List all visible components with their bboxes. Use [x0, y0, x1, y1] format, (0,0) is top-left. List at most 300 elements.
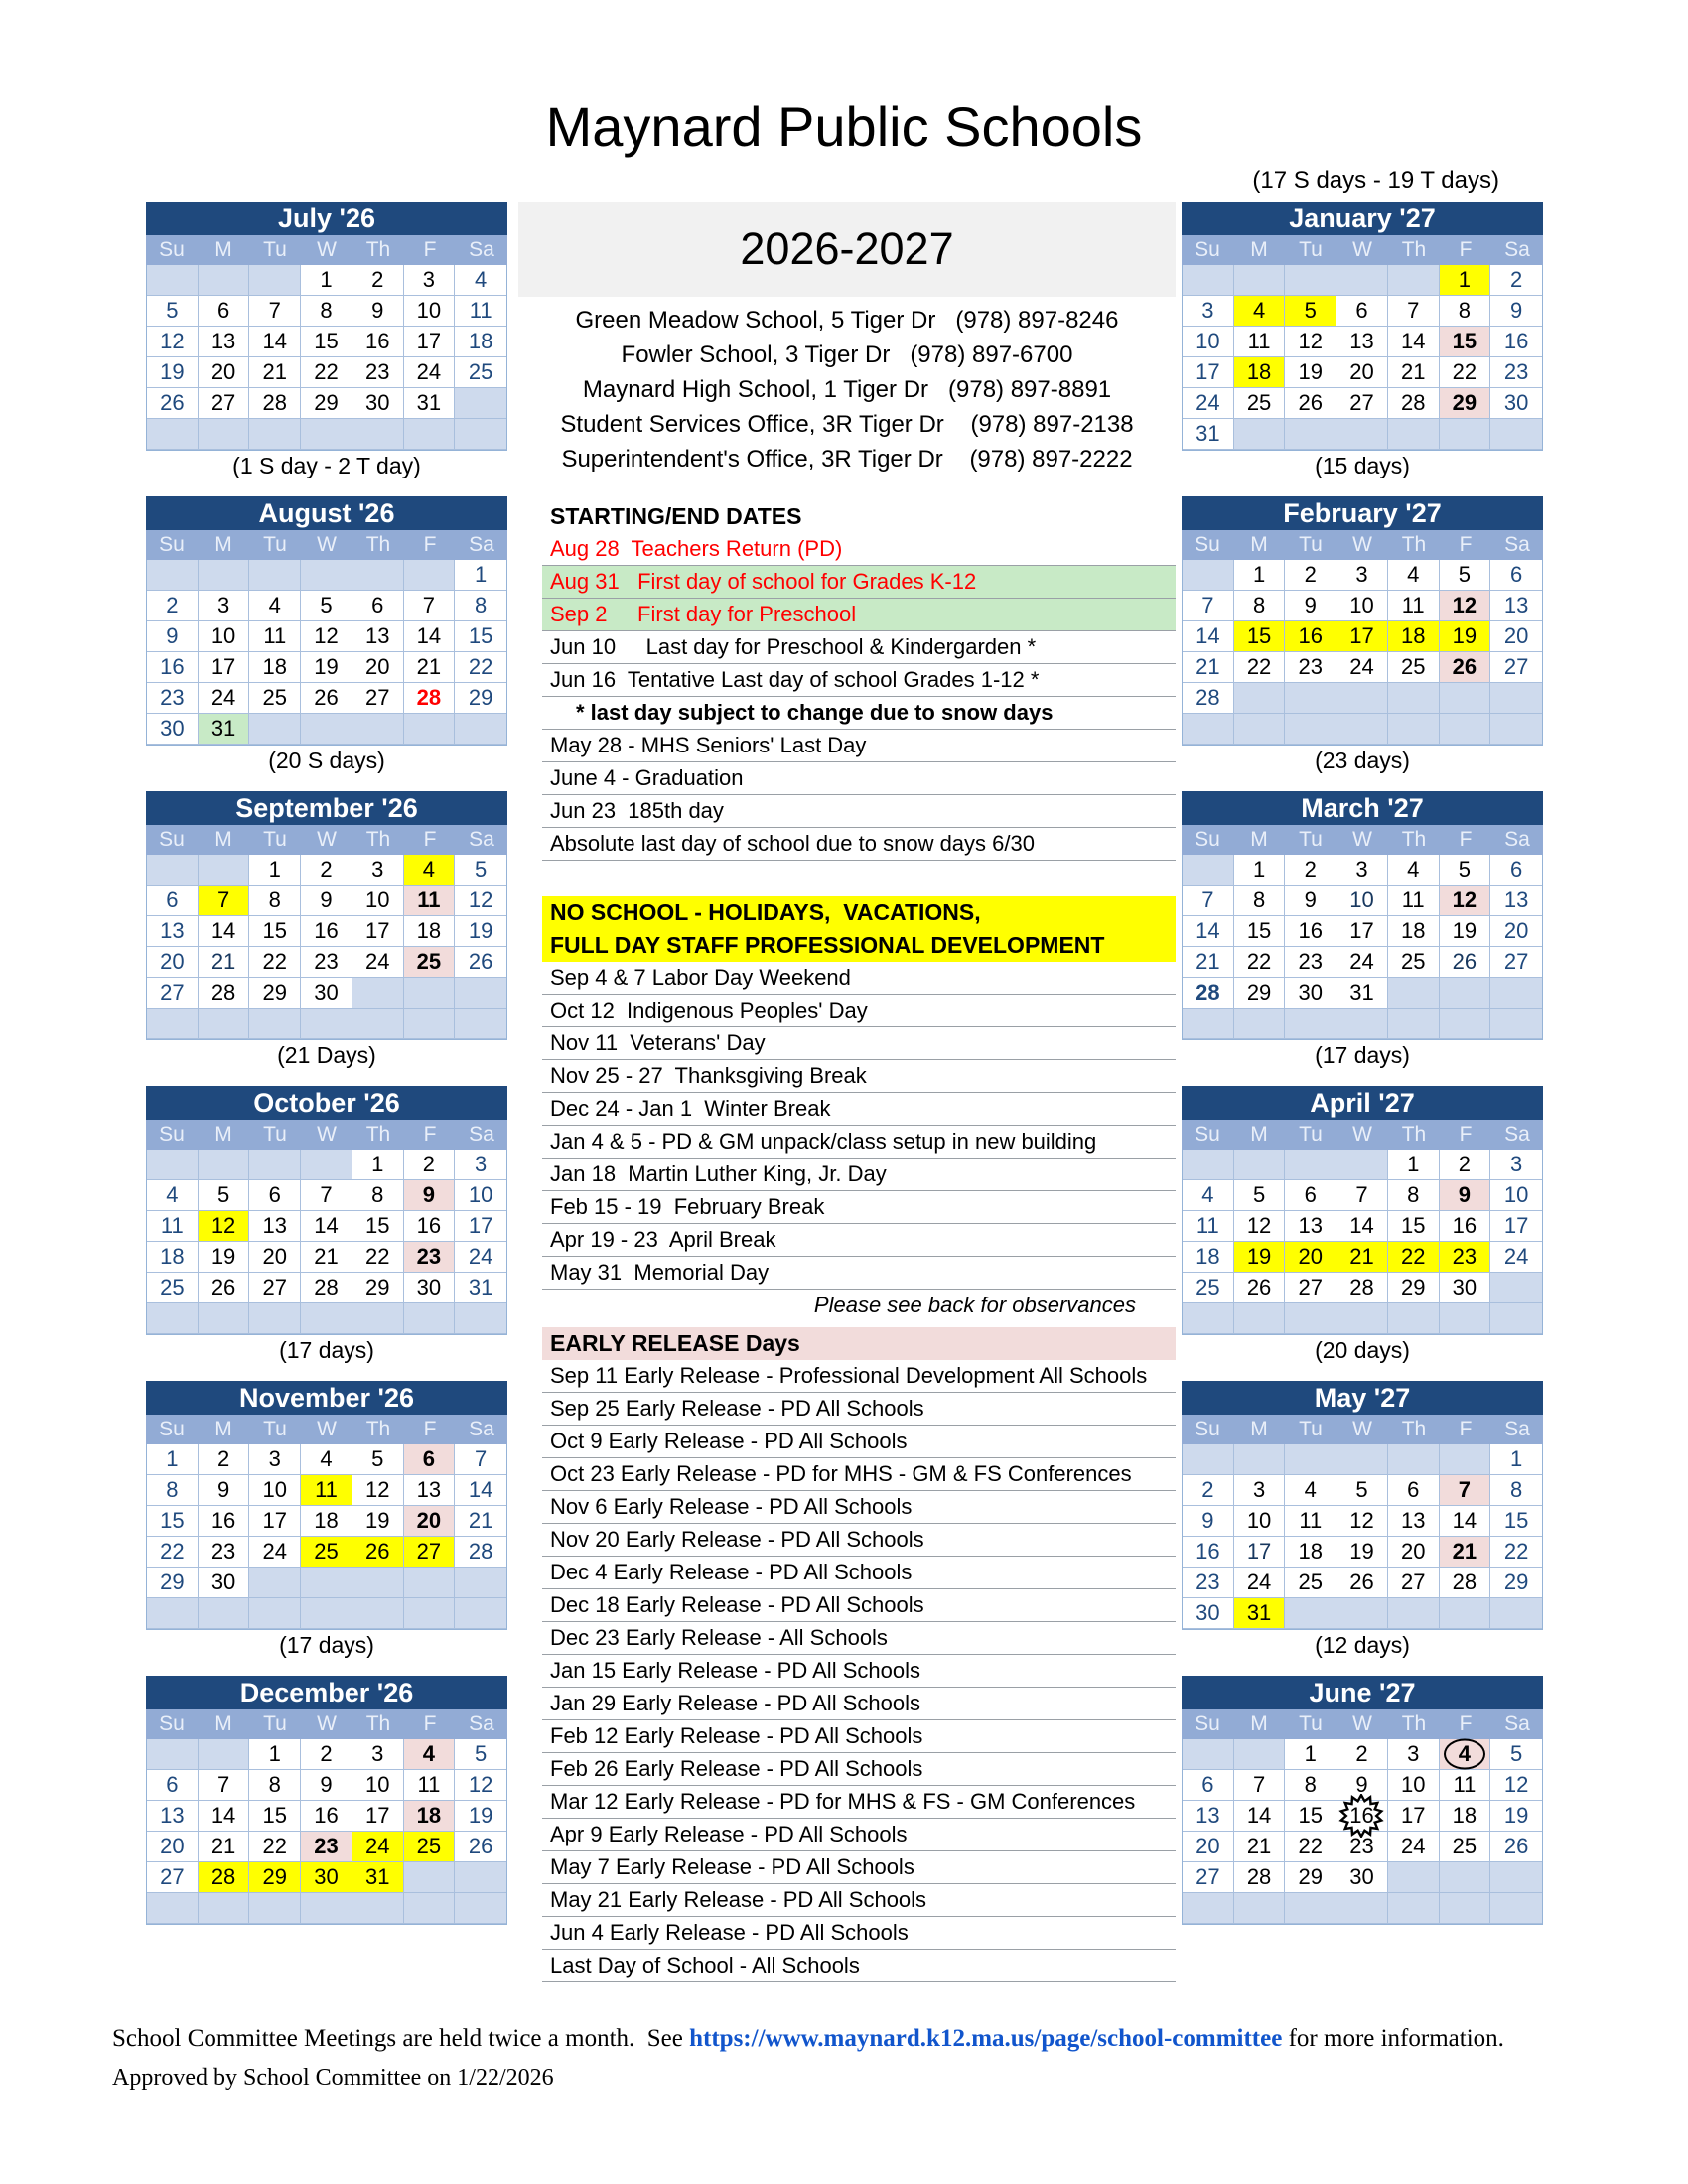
day-cell: 26 [1234, 1273, 1286, 1303]
day-cell: 26 [199, 1273, 250, 1303]
day-cell: 12 [455, 886, 506, 916]
dow-label: W [1352, 1418, 1372, 1440]
dow-label: Tu [263, 1712, 287, 1735]
dow-label: Th [365, 1123, 391, 1146]
month-november-26 [146, 1381, 507, 1630]
month-grid [1182, 855, 1543, 1040]
day-cell: 17 [199, 652, 250, 683]
day-cell: 14 [1440, 1506, 1491, 1537]
day-cell: 20 [1183, 1832, 1234, 1862]
day-cell: 9 [1285, 591, 1336, 621]
day-cell: 6 [147, 1770, 199, 1801]
month-title: April '27 [1182, 1086, 1543, 1120]
day-cell: 17 [352, 1801, 404, 1832]
day-cell: 23 [1440, 1242, 1491, 1273]
observances-note: Please see back for observances [813, 1293, 1136, 1317]
day-cell: 7 [1234, 1770, 1286, 1801]
year-banner: 2026-2027 [518, 202, 1176, 297]
day-cell: 16 [301, 1801, 352, 1832]
day-cell: 16 [147, 652, 199, 683]
day-cell: 4 [404, 1739, 456, 1770]
day-cell: 29 [455, 683, 506, 714]
day-cell: 11 [455, 296, 506, 327]
day-cell: 17 [249, 1506, 301, 1537]
address-line: Green Meadow School, 5 Tiger Dr (978) 897-8246 [575, 307, 1119, 334]
day-cell: 7 [404, 591, 456, 621]
dow-label: Sa [469, 238, 494, 261]
day-cell: 15 [1388, 1211, 1440, 1242]
day-cell: 22 [147, 1537, 199, 1568]
day-cell: 5 [1440, 560, 1491, 591]
day-cell: 30 [301, 1862, 352, 1893]
day-cell [1234, 1303, 1286, 1334]
day-cell [1183, 1150, 1234, 1180]
day-cell: 20 [1285, 1242, 1336, 1273]
day-cell: 27 [199, 388, 250, 419]
day-cell: 30 [1336, 1862, 1388, 1893]
day-cell: 30 [147, 714, 199, 745]
day-cell: 10 [199, 621, 250, 652]
day-cell: 14 [1336, 1211, 1388, 1242]
day-cell: 1 [249, 855, 301, 886]
early-release-row: Jan 29 Early Release - PD All Schools [542, 1688, 1176, 1720]
day-cell: 24 [352, 1832, 404, 1862]
month-january-27 [1182, 202, 1543, 451]
dow-label: Tu [1299, 533, 1323, 556]
calendar-column-left [146, 202, 507, 1925]
dow-label: Sa [469, 828, 494, 851]
day-cell [404, 714, 456, 745]
day-cell: 8 [249, 886, 301, 916]
dow-label: Th [365, 533, 391, 556]
early-release-row: Sep 25 Early Release - PD All Schools [542, 1393, 1176, 1426]
day-cell [455, 1009, 506, 1039]
day-cell: 27 [352, 683, 404, 714]
dow-label: Tu [1299, 1712, 1323, 1735]
month-title: September '26 [146, 791, 507, 825]
day-cell: 2 [147, 591, 199, 621]
day-cell: 11 [1234, 327, 1286, 357]
day-cell [249, 560, 301, 591]
day-cell: 3 [352, 855, 404, 886]
day-cell: 23 [1336, 1832, 1388, 1862]
no-school-row: Sep 4 & 7 Labor Day Weekend [542, 962, 1176, 995]
day-cell [1388, 978, 1440, 1009]
top-right-day-count: (17 S days - 19 T days) [1252, 167, 1499, 194]
month-grid [146, 265, 507, 451]
month-day-count-caption: (12 days) [1315, 1632, 1410, 1658]
day-cell: 2 [301, 855, 352, 886]
day-of-week-row [146, 825, 507, 855]
day-cell: 19 [455, 1801, 506, 1832]
day-cell: 8 [1234, 886, 1286, 916]
day-cell [1234, 1009, 1286, 1039]
dow-label: Su [159, 828, 185, 851]
day-cell: 6 [1336, 296, 1388, 327]
day-cell [249, 419, 301, 450]
day-cell: 25 [249, 683, 301, 714]
calendar-column-right [1182, 202, 1543, 1925]
day-cell: 18 [1183, 1242, 1234, 1273]
day-cell: 26 [1440, 652, 1491, 683]
day-cell: 29 [1388, 1273, 1440, 1303]
day-cell: 30 [199, 1568, 250, 1598]
early-release-row: Nov 20 Early Release - PD All Schools [542, 1524, 1176, 1557]
day-cell: 27 [147, 978, 199, 1009]
day-cell: 24 [1388, 1832, 1440, 1862]
day-cell: 13 [147, 1801, 199, 1832]
day-cell: 17 [1336, 621, 1388, 652]
day-cell: 6 [1388, 1475, 1440, 1506]
day-cell: 6 [147, 886, 199, 916]
day-cell [1336, 1598, 1388, 1629]
day-cell: 23 [352, 357, 404, 388]
day-cell [301, 714, 352, 745]
day-cell [249, 1568, 301, 1598]
day-cell: 3 [352, 1739, 404, 1770]
dow-label: Sa [1504, 533, 1530, 556]
day-cell [1183, 1009, 1234, 1039]
dow-label: M [214, 1712, 232, 1735]
day-cell: 23 [301, 947, 352, 978]
dow-label: Th [365, 1712, 391, 1735]
day-cell: 3 [1336, 855, 1388, 886]
early-release-rows [542, 1360, 1176, 1982]
address-list [518, 303, 1176, 477]
day-cell: 29 [352, 1273, 404, 1303]
no-school-row: Jan 18 Martin Luther King, Jr. Day [542, 1159, 1176, 1191]
day-cell: 7 [455, 1444, 506, 1475]
day-cell: 23 [199, 1537, 250, 1568]
day-cell: 19 [1234, 1242, 1286, 1273]
day-cell: 5 [147, 296, 199, 327]
day-cell [1440, 1893, 1491, 1924]
day-cell: 22 [1234, 652, 1286, 683]
day-cell: 7 [249, 296, 301, 327]
dow-label: Tu [1299, 1418, 1323, 1440]
day-cell [1285, 714, 1336, 745]
dow-label: W [317, 1418, 337, 1440]
month-grid [146, 1150, 507, 1335]
day-cell: 21 [1183, 652, 1234, 683]
day-cell: 21 [404, 652, 456, 683]
day-cell [199, 855, 250, 886]
day-cell: 31 [1336, 978, 1388, 1009]
day-cell: 12 [1440, 591, 1491, 621]
day-cell: 28 [1234, 1862, 1286, 1893]
dow-label: F [1459, 1712, 1473, 1735]
day-cell [455, 388, 506, 419]
day-cell: 24 [199, 683, 250, 714]
month-title: March '27 [1182, 791, 1543, 825]
day-cell: 13 [1336, 327, 1388, 357]
day-cell: 23 [404, 1242, 456, 1273]
day-of-week-row [146, 235, 507, 265]
day-cell: 2 [1183, 1475, 1234, 1506]
day-cell: 12 [147, 327, 199, 357]
day-cell: 27 [1285, 1273, 1336, 1303]
day-cell: 16 [1440, 1211, 1491, 1242]
day-cell [1388, 1009, 1440, 1039]
day-cell [249, 265, 301, 296]
day-cell: 3 [249, 1444, 301, 1475]
footer-committee-note [112, 2025, 1504, 2053]
day-cell [301, 1893, 352, 1924]
day-cell: 4 [404, 855, 456, 886]
day-cell: 22 [352, 1242, 404, 1273]
day-cell: 18 [1388, 916, 1440, 947]
dow-label: F [1459, 1418, 1473, 1440]
month-december-26 [146, 1676, 507, 1925]
day-cell: 25 [1183, 1273, 1234, 1303]
day-cell: 12 [455, 1770, 506, 1801]
day-cell [1388, 714, 1440, 745]
day-cell: 29 [301, 388, 352, 419]
day-cell [404, 1303, 456, 1334]
day-cell: 18 [1285, 1537, 1336, 1568]
day-cell [352, 1568, 404, 1598]
day-cell: 31 [352, 1862, 404, 1893]
day-cell [199, 1150, 250, 1180]
day-cell: 23 [147, 683, 199, 714]
day-cell [352, 1598, 404, 1629]
day-cell: 28 [301, 1273, 352, 1303]
day-cell: 13 [147, 916, 199, 947]
early-release-row: May 21 Early Release - PD All Schools [542, 1884, 1176, 1917]
dow-label: M [214, 1418, 232, 1440]
day-cell [301, 1568, 352, 1598]
day-cell: 3 [404, 265, 456, 296]
dow-label: M [214, 828, 232, 851]
day-cell: 18 [147, 1242, 199, 1273]
day-cell: 23 [1285, 947, 1336, 978]
day-cell: 17 [1336, 916, 1388, 947]
day-cell: 9 [1336, 1770, 1388, 1801]
day-cell [249, 1598, 301, 1629]
day-cell: 22 [1388, 1242, 1440, 1273]
day-cell: 13 [1490, 591, 1542, 621]
day-cell: 7 [199, 1770, 250, 1801]
day-cell: 14 [249, 327, 301, 357]
day-cell: 15 [249, 1801, 301, 1832]
month-day-count-caption: (17 days) [279, 1632, 374, 1658]
day-cell: 3 [1336, 560, 1388, 591]
early-release-header: EARLY RELEASE Days [542, 1327, 1176, 1360]
day-cell: 18 [404, 1801, 456, 1832]
day-cell: 20 [147, 947, 199, 978]
starting-end-row: Jun 16 Tentative Last day of school Grades 1-12 * [542, 664, 1176, 697]
dow-label: W [317, 828, 337, 851]
day-cell [1183, 714, 1234, 745]
day-cell [1285, 1893, 1336, 1924]
day-cell: 27 [1388, 1568, 1440, 1598]
month-july-26 [146, 202, 507, 451]
day-cell: 4 [1285, 1475, 1336, 1506]
day-cell [1234, 1444, 1286, 1475]
early-release-row: Nov 6 Early Release - PD All Schools [542, 1491, 1176, 1524]
month-grid [1182, 1444, 1543, 1630]
month-title: December '26 [146, 1676, 507, 1709]
no-school-header-line2: FULL DAY STAFF PROFESSIONAL DEVELOPMENT [542, 929, 1176, 962]
day-cell [1388, 1598, 1440, 1629]
day-cell: 5 [1440, 855, 1491, 886]
dow-label: Th [1401, 238, 1427, 261]
day-cell [199, 265, 250, 296]
day-cell: 25 [404, 947, 456, 978]
day-cell: 13 [1388, 1506, 1440, 1537]
starting-end-row: Absolute last day of school due to snow days 6/30 [542, 828, 1176, 861]
starting-end-row: * last day subject to change due to snow days [542, 697, 1176, 730]
dow-label: M [1250, 1123, 1268, 1146]
day-cell [1440, 714, 1491, 745]
day-cell: 19 [1285, 357, 1336, 388]
day-cell: 25 [455, 357, 506, 388]
day-cell [1388, 419, 1440, 450]
day-cell: 16 [199, 1506, 250, 1537]
month-grid [146, 1444, 507, 1630]
day-cell [1336, 1444, 1388, 1475]
day-cell: 8 [301, 296, 352, 327]
day-cell: 24 [1234, 1568, 1286, 1598]
day-cell [199, 1739, 250, 1770]
day-cell: 25 [147, 1273, 199, 1303]
day-cell: 27 [1183, 1862, 1234, 1893]
day-cell: 6 [1490, 560, 1542, 591]
dow-label: F [423, 1712, 437, 1735]
day-cell: 8 [352, 1180, 404, 1211]
day-cell: 21 [199, 1832, 250, 1862]
day-cell: 19 [1336, 1537, 1388, 1568]
day-cell: 15 [1440, 327, 1491, 357]
day-cell [1388, 265, 1440, 296]
dow-label: Su [159, 1712, 185, 1735]
day-cell: 6 [1183, 1770, 1234, 1801]
address-line: Student Services Office, 3R Tiger Dr (978) 897-2138 [560, 411, 1134, 438]
day-cell [1490, 1862, 1542, 1893]
month-title: August '26 [146, 496, 507, 530]
month-march-27 [1182, 791, 1543, 1040]
dow-label: Sa [469, 1712, 494, 1735]
day-cell: 14 [1183, 621, 1234, 652]
day-cell: 6 [1285, 1180, 1336, 1211]
day-cell: 22 [301, 357, 352, 388]
day-cell: 10 [352, 886, 404, 916]
early-release-row: Oct 9 Early Release - PD All Schools [542, 1426, 1176, 1458]
day-cell [1490, 714, 1542, 745]
dow-label: F [1459, 533, 1473, 556]
footer-approved-note: Approved by School Committee on 1/22/2026 [112, 2065, 554, 2091]
day-cell: 15 [1234, 916, 1286, 947]
day-cell: 12 [1285, 327, 1336, 357]
dow-label: Tu [1299, 828, 1323, 851]
day-cell: 1 [249, 1739, 301, 1770]
day-cell [1336, 1150, 1388, 1180]
day-cell: 1 [147, 1444, 199, 1475]
day-cell: 28 [199, 1862, 250, 1893]
day-cell [455, 1568, 506, 1598]
day-cell: 10 [352, 1770, 404, 1801]
day-cell: 9 [1183, 1506, 1234, 1537]
day-cell [199, 1893, 250, 1924]
day-cell: 4 [1183, 1180, 1234, 1211]
dow-label: W [1352, 1123, 1372, 1146]
day-cell [1183, 560, 1234, 591]
day-cell: 24 [455, 1242, 506, 1273]
day-cell: 8 [1388, 1180, 1440, 1211]
day-cell: 22 [455, 652, 506, 683]
day-cell: 30 [1183, 1598, 1234, 1629]
dow-label: W [1352, 533, 1372, 556]
day-cell [147, 1150, 199, 1180]
month-february-27 [1182, 496, 1543, 746]
day-cell: 13 [1183, 1801, 1234, 1832]
dow-label: Th [1401, 533, 1427, 556]
day-cell: 30 [352, 388, 404, 419]
day-cell: 9 [199, 1475, 250, 1506]
day-of-week-row [146, 1415, 507, 1444]
dow-label: F [423, 238, 437, 261]
day-of-week-row [146, 1120, 507, 1150]
early-release-row: Dec 4 Early Release - PD All Schools [542, 1557, 1176, 1589]
dow-label: M [214, 533, 232, 556]
dow-label: F [423, 1418, 437, 1440]
month-day-count-caption: (17 days) [1315, 1042, 1410, 1068]
school-committee-link[interactable]: https://www.maynard.k12.ma.us/page/school-committee [689, 2025, 1283, 2052]
dow-label: Sa [469, 1123, 494, 1146]
dow-label: Sa [469, 1418, 494, 1440]
dow-label: F [1459, 1123, 1473, 1146]
day-cell [352, 1009, 404, 1039]
day-cell: 11 [1285, 1506, 1336, 1537]
month-day-count-caption: (15 days) [1315, 453, 1410, 478]
month-grid [1182, 265, 1543, 451]
day-cell: 4 [301, 1444, 352, 1475]
day-cell [455, 1303, 506, 1334]
dow-label: Tu [263, 1418, 287, 1440]
day-cell [147, 1598, 199, 1629]
dow-label: Su [1195, 828, 1220, 851]
day-cell: 1 [352, 1150, 404, 1180]
day-cell: 26 [455, 947, 506, 978]
page-title: Maynard Public Schools [545, 95, 1143, 158]
day-cell [455, 1862, 506, 1893]
day-cell: 28 [1440, 1568, 1491, 1598]
day-cell [1440, 978, 1491, 1009]
day-cell: 11 [1440, 1770, 1491, 1801]
day-cell: 14 [199, 916, 250, 947]
dow-label: W [317, 1712, 337, 1735]
day-cell: 18 [1388, 621, 1440, 652]
no-school-rows [542, 962, 1176, 1322]
dow-label: F [423, 533, 437, 556]
dow-label: W [1352, 828, 1372, 851]
month-grid [146, 855, 507, 1040]
day-cell [1490, 1598, 1542, 1629]
day-cell: 18 [1234, 357, 1286, 388]
day-cell: 16 [404, 1211, 456, 1242]
day-cell: 4 [1440, 1739, 1491, 1770]
dow-label: Su [1195, 1418, 1220, 1440]
day-cell [199, 560, 250, 591]
day-cell: 21 [1336, 1242, 1388, 1273]
day-cell: 11 [1388, 591, 1440, 621]
day-cell: 6 [1490, 855, 1542, 886]
day-cell: 11 [404, 1770, 456, 1801]
day-cell: 8 [1285, 1770, 1336, 1801]
dow-label: W [317, 1123, 337, 1146]
day-cell: 5 [199, 1180, 250, 1211]
no-school-row: Apr 19 - 23 April Break [542, 1224, 1176, 1257]
